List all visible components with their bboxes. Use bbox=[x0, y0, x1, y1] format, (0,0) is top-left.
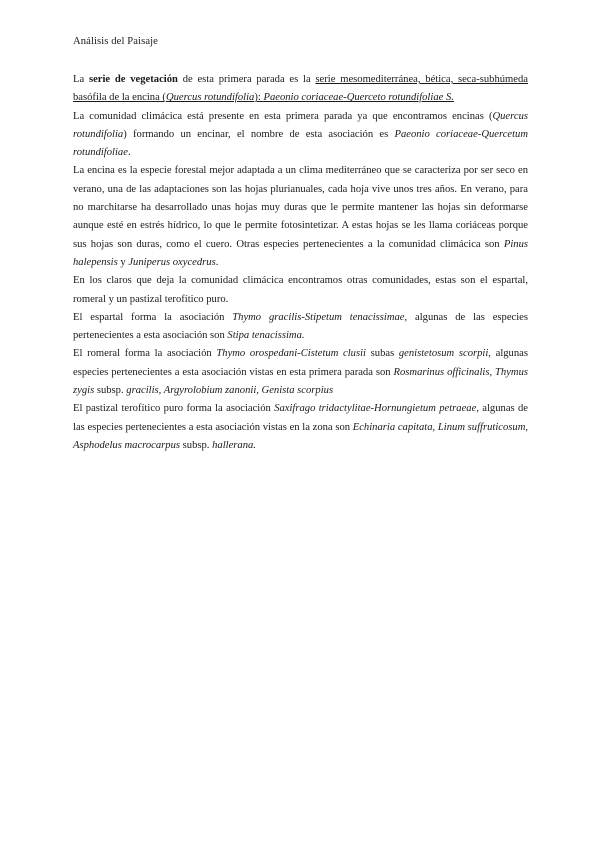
species-name: Quercus rotundifolia bbox=[165, 92, 255, 104]
paragraph bbox=[73, 272, 528, 309]
paragraph bbox=[73, 108, 528, 163]
text-run: de esta primera parada es la bbox=[177, 74, 316, 85]
paragraph bbox=[73, 345, 528, 400]
text-run: . bbox=[127, 147, 131, 159]
text-run: La comunidad climácica está presente en esta primera parada ya que encontramos encinas ( bbox=[73, 110, 493, 122]
text-run: subsp. bbox=[180, 439, 213, 451]
species-name: Rosmarinus officinalis, Thymus zygis bbox=[73, 366, 529, 397]
species-name: Juniperus oxycedrus bbox=[128, 256, 216, 268]
text-run: subsp. bbox=[94, 385, 127, 397]
text-run: ) formando un encinar, el nombre de esta asociación es bbox=[123, 128, 395, 140]
text-run: serie mesomediterránea, bética, seca-subhúmeda basófila de la encina ( bbox=[73, 74, 528, 104]
species-name: Pinus halepensis bbox=[73, 238, 528, 268]
species-name: Stipa tenacissima. bbox=[227, 330, 305, 342]
species-name: Thymo gracilis-Stipetum tenacissimae bbox=[232, 311, 405, 323]
species-name: genistetosum scorpii bbox=[398, 348, 489, 360]
paragraph bbox=[73, 309, 528, 346]
text-run: La encina es la especie forestal mejor adaptada a un clima mediterráneo que se caracteriza por ser seco en verano, una de las adaptaciones son las hojas plurianuales, cada hoja vive unos tres años. En verano, para no marchitarse ha desarrollado unas hojas muy duras que le permite mantener las hojas sin deformarse aunque esté en estrés hídrico, lo que le permite fotosintetizar. A estas hojas se les llama coriáceas porque sus hojas son duras, como el cuero. Otras especies pertenecientes a la comunidad climácica son bbox=[73, 165, 528, 250]
species-name: Saxifrago tridactylitae-Hornungietum petraeae bbox=[274, 403, 477, 415]
text-run: , algunas especies pertenecientes a esta asociación vistas en esta primera parada son bbox=[73, 348, 528, 378]
paragraph bbox=[73, 71, 528, 108]
text-run: La bbox=[73, 74, 89, 85]
text-run: El pastizal terofítico puro forma la asociación bbox=[73, 403, 275, 415]
text-run: . bbox=[215, 256, 219, 268]
text-run: subas bbox=[365, 348, 399, 360]
document-body bbox=[73, 71, 528, 455]
text-run: , algunas de las especies pertenecientes a esta asociación vistas en la zona son bbox=[73, 403, 529, 433]
species-name: hallerana. bbox=[212, 439, 256, 451]
paragraph bbox=[73, 400, 528, 455]
text-run: y bbox=[117, 256, 129, 268]
paragraph bbox=[73, 162, 528, 272]
species-name: Echinaria capitata, Linum suffruticosum, Asphodelus macrocarpus bbox=[73, 421, 529, 451]
species-name: Thymo orospedani-Cistetum clusii bbox=[216, 348, 366, 360]
document-header: Análisis del Paisaje bbox=[73, 36, 158, 47]
species-name: Paeonio coriaceae-Quercetum rotundifoliae bbox=[73, 128, 528, 159]
species-name: Paeonio coriaceae-Querceto rotundifoliae S. bbox=[263, 92, 454, 104]
text-run: ): bbox=[254, 92, 264, 104]
text-run: El romeral forma la asociación bbox=[73, 348, 217, 360]
species-name: Quercus rotundifolia bbox=[73, 110, 528, 140]
text-run: , algunas de las especies pertenecientes a esta asociación son bbox=[73, 311, 528, 342]
text-run: El espartal forma la asociación bbox=[73, 311, 233, 323]
bold-term: serie de vegetación bbox=[88, 74, 178, 85]
text-run: En los claros que deja la comunidad climácica encontramos otras comunidades, estas son el espartal, romeral y un pastizal terofítico puro. bbox=[73, 275, 528, 305]
species-name: gracilis, Argyrolobium zanonii, Genista scorpius bbox=[126, 385, 334, 397]
